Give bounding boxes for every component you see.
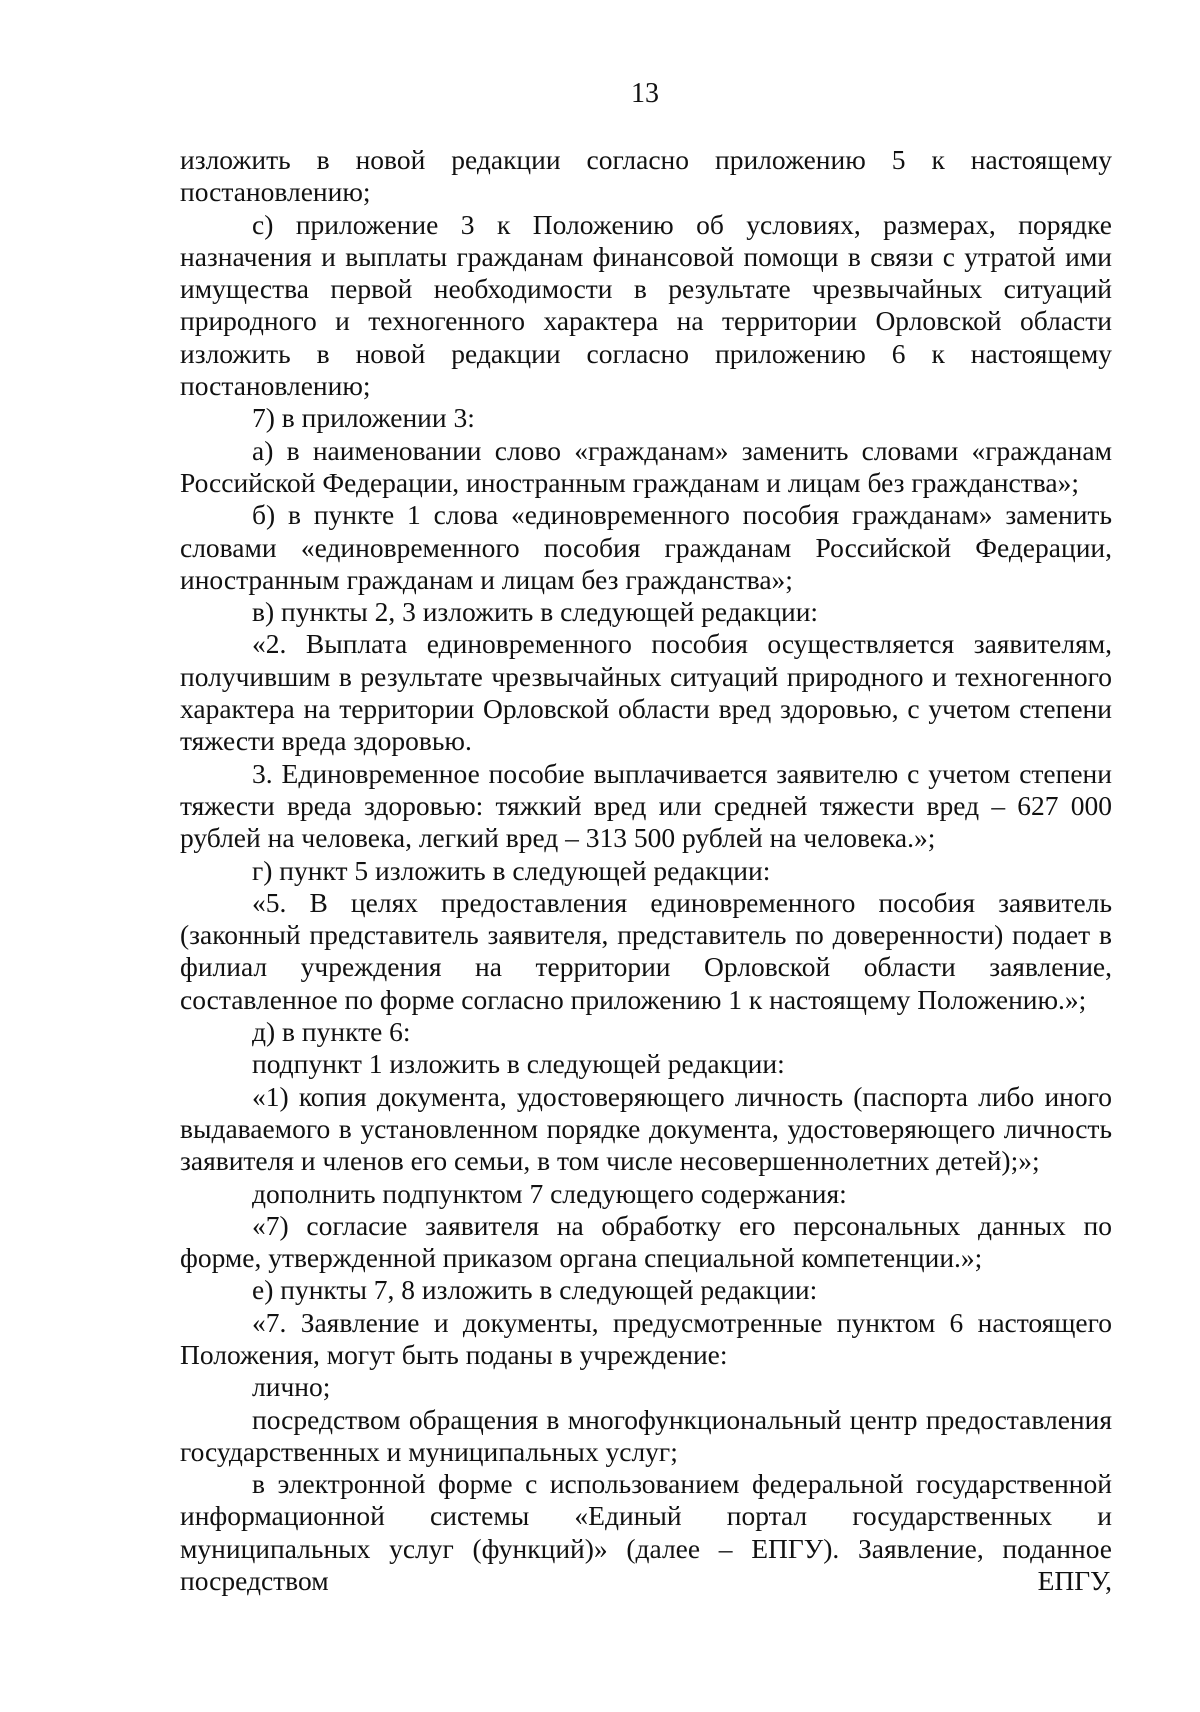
paragraph: а) в наименовании слово «гражданам» заменить словами «гражданам Российской Федерации, иностранным гражданам и лицам без гражданства»;: [180, 434, 1112, 498]
paragraph: 7) в приложении 3:: [252, 402, 475, 434]
paragraph: 3. Единовременное пособие выплачивается заявителю с учетом степени тяжести вреда здоровью: тяжкий вред или средней тяжести вред – 627 000 рублей на человека, легкий вред – 313 500 рублей на человека.»;: [180, 757, 1112, 854]
paragraph: в электронной форме с использованием федеральной государственной информационной системы «Единый портал государственных и муниципальных услуг (функций)» (далее – ЕПГУ). Заявление, поданное посредством ЕПГУ,: [180, 1468, 1112, 1597]
paragraph: б) в пункте 1 слова «единовременного пособия гражданам» заменить словами «единовременного пособия гражданам Российской Федерации, иностранным гражданам и лицам без гражданства»;: [180, 499, 1112, 595]
page-number: 13: [631, 78, 659, 109]
paragraph: г) пункт 5 изложить в следующей редакции:: [252, 854, 771, 886]
paragraph: «7) согласие заявителя на обработку его персональных данных по форме, утвержденной приказом органа специальной компетенции.»;: [180, 1209, 1112, 1274]
paragraph: «2. Выплата единовременного пособия осуществляется заявителям, получившим в результате чрезвычайных ситуаций природного и техногенного характера на территории Орловской области вред здоровью, с учетом степени тяжести вреда здоровью.: [180, 628, 1112, 757]
paragraph: лично;: [252, 1371, 331, 1403]
paragraph: с) приложение 3 к Положению об условиях, размерах, порядке назначения и выплаты гражданам финансовой помощи в связи с утратой ими имущества первой необходимости в результате чрезвычайных ситуаций природного и техногенного характера на территории Орловской области изложить в новой редакции согласно приложению 6 к настоящему постановлению;: [180, 208, 1112, 402]
paragraph: е) пункты 7, 8 изложить в следующей редакции:: [252, 1274, 818, 1306]
paragraph: подпункт 1 изложить в следующей редакции:: [252, 1048, 785, 1080]
paragraph: «5. В целях предоставления единовременного пособия заявитель (законный представитель заявителя, представитель по доверенности) подает в филиал учреждения на территории Орловской области заявление, составленное по форме согласно приложению 1 к настоящему Положению.»;: [180, 886, 1112, 1015]
paragraph: посредством обращения в многофункциональный центр предоставления государственных и муниципальных услуг;: [180, 1403, 1112, 1467]
paragraph: «1) копия документа, удостоверяющего личность (паспорта либо иного выдаваемого в установленном порядке документа, удостоверяющего личность заявителя и членов его семьи, в том числе несовершеннолетних детей);»;: [180, 1080, 1112, 1177]
paragraph: изложить в новой редакции согласно приложению 5 к настоящему постановлению;: [180, 144, 1112, 208]
paragraph: дополнить подпунктом 7 следующего содержания:: [252, 1177, 847, 1209]
paragraph: д) в пункте 6:: [252, 1016, 411, 1048]
paragraph: в) пункты 2, 3 изложить в следующей редакции:: [252, 596, 819, 628]
paragraph: «7. Заявление и документы, предусмотренные пунктом 6 настоящего Положения, могут быть поданы в учреждение:: [180, 1306, 1112, 1370]
document-body: [180, 144, 1112, 1597]
